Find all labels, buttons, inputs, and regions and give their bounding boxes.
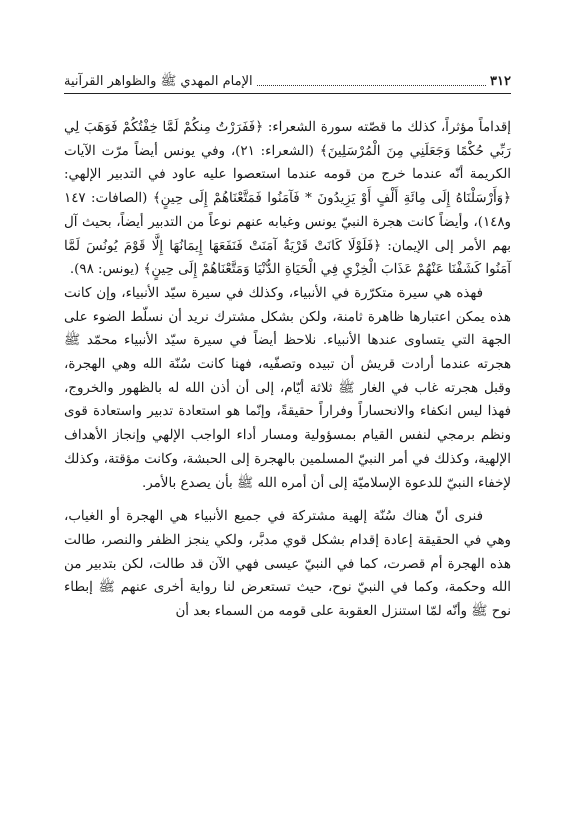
paragraph-2: فهذه هي سيرة متكرّرة في الأنبياء، وكذلك في سيرة سيّد الأنبياء، وإن كانت هذه يمكن اعتبارها ظاهرة ثامنة، ولكن بشكل مشترك نريد أن نسلّط الضوء على الجهة التي يتساوى عندها الأنبياء. نلاحظ أيضاً في سيرة سيّد الأنبياء محمّد ﷺ هجرته عندما أرادت قريش أن تبيده وتصفّيه، فهنا كانت سُنّة الله وهي الهجرة، وقبل هجرته غاب في الغار ﷺ ثلاثة أيّام، إلى أن أذن الله له بالظهور والخروج، فهذا ليس انكفاء والانحساراً وفراراً حقيقةً، وإنّما هو استعادة تدبير واستعادة قوى ونظم برمجي لنفس القيام بمسؤولية ومسار أداء الواجب الإلهي وإنجاز الأهداف الإلهية، وكذلك في أمر النبيّ المسلمين بالهجرة إلى الحبشة، وكانت مؤقتة، وكذلك لإخفاء النبيّ للدعوة الإسلاميّة إلى أن أمره الله ﷺ بأن يصدع بالأمر. <box>64 285 511 491</box>
header-divider <box>64 93 511 94</box>
header-dotted-leader <box>257 84 486 86</box>
body-text <box>64 116 511 624</box>
paragraph-3: فنرى أنّ هناك سُنّة إلهية مشتركة في جميع الأنبياء هي الهجرة أو الغياب، وهي في الحقيقة إعادة إقدام بشكل قوي مدبَّر، ولكي ينجز الظفر والنصر، طالت هذه الهجرة أم قصرت، كما في النبيّ عيسى فهي الآن قد طالت، لكن بتدبير من الله وحكمة، وكما في النبيّ نوح، حيث تستعرض لنا رواية أخرى عنهم ﷺ إبطاء نوح ﷺ وأنّه لمّا استنزل العقوبة على قومه من السماء بعد أن <box>64 509 511 620</box>
page-number: ٣١٢ <box>490 74 511 89</box>
paragraph-1: إقداماً مؤثراً، كذلك ما قصّته سورة الشعراء: ﴿فَفَرَرْتُ مِنكُمْ لَمَّا خِفْتُكُمْ فَوَهَبَ لِي رَبِّي حُكْمًا وَجَعَلَنِي مِنَ الْمُرْسَلِينَ﴾ (الشعراء: ٢١)، وفي يونس أيضاً مرّت الآيات الكريمة أنّه عندما خرج من قومه عندما استعصوا عليه عاود في التدبير الإلهي: ﴿وَأَرْسَلْنَاهُ إِلَى مِائَةِ أَلْفٍ أَوْ يَزِيدُونَ * فَآمَنُوا فَمَتَّعْنَاهُمْ إِلَى حِينٍ﴾ (الصافات: ١٤٧ و١٤٨)، وأيضاً كانت هجرة النبيّ يونس وغيابه عنهم نوعاً من التدبير أيضاً، بحيث آل بهم الأمر إلى الإيمان: ﴿فَلَوْلَا كَانَتْ قَرْيَةٌ آمَنَتْ فَنَفَعَهَا إِيمَانُهَا إِلَّا قَوْمَ يُونُسَ لَمَّا آمَنُوا كَشَفْنَا عَنْهُمْ عَذَابَ الْخِزْيِ فِي الْحَيَاةِ الدُّنْيَا وَمَتَّعْنَاهُمْ إِلَى حِينٍ﴾ (يونس: ٩٨). <box>64 120 511 278</box>
running-title: الإمام المهدي ﷺ والظواهر القرآنية <box>64 74 253 89</box>
page-header <box>64 68 511 90</box>
